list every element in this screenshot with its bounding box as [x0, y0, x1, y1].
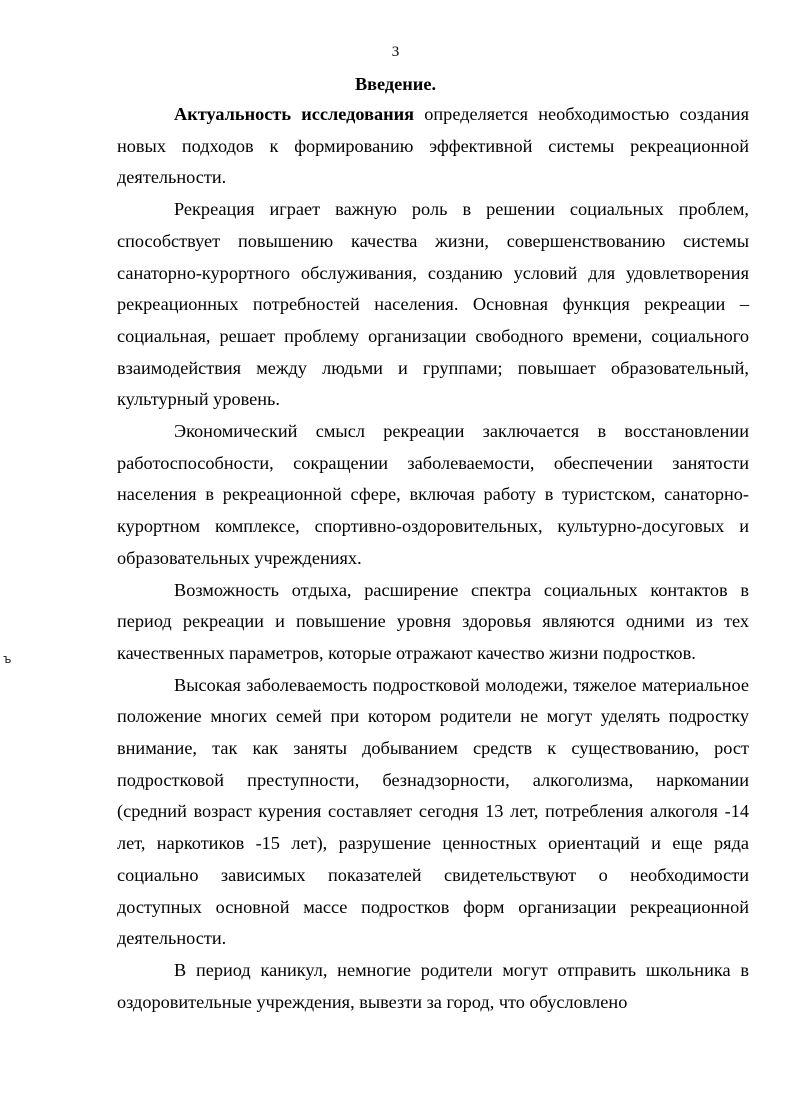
paragraph-morbidity — [117, 670, 749, 955]
paragraph-text: Возможность отдыха, расширение спектра социальных контактов в период рекреации и повышение уровня здоровья являются одними из тех качественных параметров, которые отражают качество жизни подростков. — [117, 579, 749, 663]
paragraph-text: В период каникул, немногие родители могут отправить школьника в оздоровительные учреждения, вывезти за город, что обусловлено — [117, 959, 749, 1012]
paragraph-recreation-role — [117, 194, 749, 416]
paragraph-lead: Актуальность исследования — [174, 104, 415, 124]
page-number: 3 — [391, 44, 400, 60]
body-text — [117, 99, 749, 1018]
paragraph-economic-sense — [117, 416, 749, 575]
section-heading: Введение. — [354, 74, 437, 94]
paragraph-text: Рекреация играет важную роль в решении социальных проблем, способствует повышению качества жизни, совершенствованию системы санаторно-курортного обслуживания, созданию условий для удовлетворения рекреационных потребностей населения. Основная функция рекреации – социальная, решает проблему организации свободного времени, социального взаимодействия между людьми и группами; повышает образовательный, культурный уровень. — [117, 199, 749, 410]
margin-mark: ъ — [3, 652, 12, 666]
paragraph-text: определяется необходимостью создания новых подходов к формированию эффективной системы рекреационной деятельности. — [117, 104, 749, 188]
paragraph-rest-possibility — [117, 575, 749, 670]
paragraph-text: Высокая заболеваемость подростковой молодежи, тяжелое материальное положение многих семей при котором родители не могут уделять подростку внимание, так как заняты добыванием средств к существованию, рост подростковой преступности, безнадзорности, алкоголизма, наркомании (средний возраст курения составляет сегодня 13 лет, потребления алкоголя -14 лет, наркотиков -15 лет), разрушение ценностных ориентаций и еще ряда социально зависимых показателей свидетельствуют о необходимости доступных основной массе подростков форм организации рекреационной деятельности. — [117, 674, 749, 949]
paragraph-relevance — [117, 99, 749, 194]
paragraph-holidays — [117, 955, 749, 1018]
paragraph-text: Экономический смысл рекреации заключается в восстановлении работоспособности, сокращении заболеваемости, обеспечении занятости населения в рекреационной сфере, включая работу в туристском, санаторно-курортном комплексе, спортивно-оздоровительных, культурно-досуговых и образовательных учреждениях. — [117, 421, 749, 568]
